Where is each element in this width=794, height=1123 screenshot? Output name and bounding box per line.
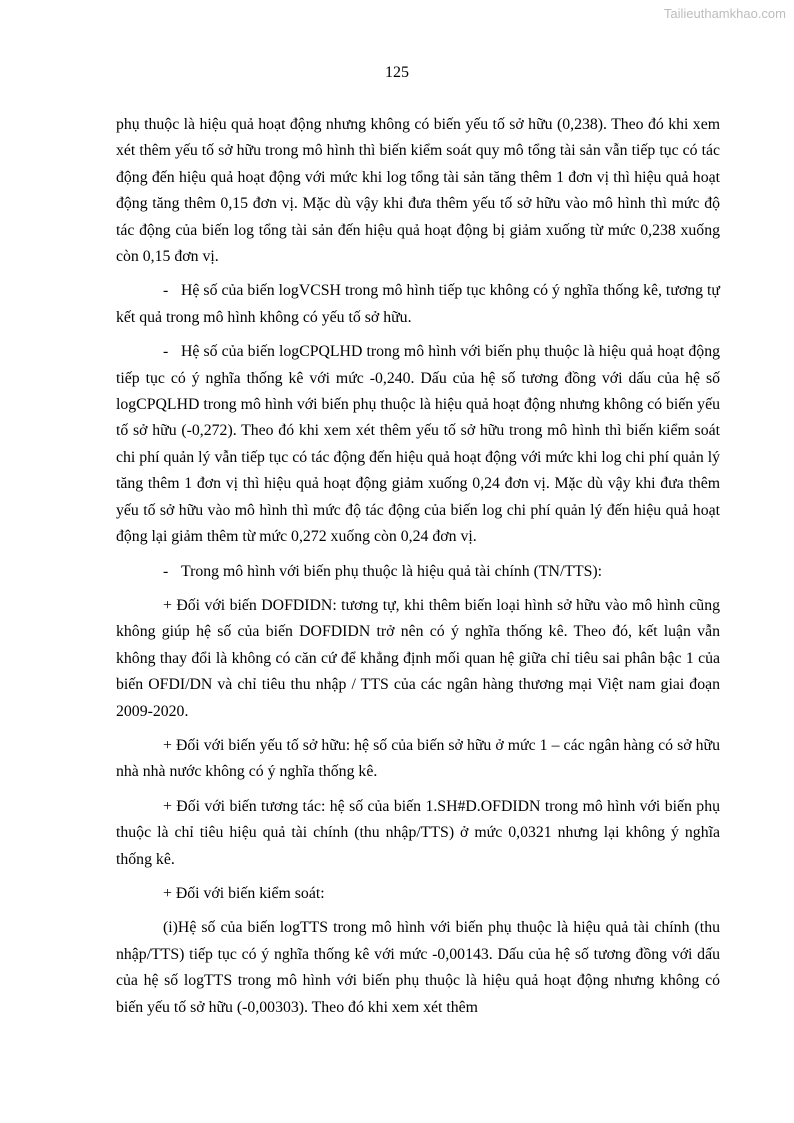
bullet-text: Hệ số của biến logCPQLHD trong mô hình với biến phụ thuộc là hiệu quả hoạt động tiếp tục có ý nghĩa thống kê với mức -0,240. Dấu của hệ số tương đồng với dấu của hệ số logCPQLHD trong mô hình với biến phụ thuộc là hiệu quả hoạt động nhưng không có biến yếu tố sở hữu (-0,272). Theo đó khi xem xét thêm yếu tố sở hữu trong mô hình thì biến kiểm soát chi phí quản lý vẫn tiếp tục có tác động đến hiệu quả hoạt động với mức khi log chi phí quản lý tăng thêm 1 đơn vị thì hiệu quả hoạt động giảm xuống 0,24 đơn vị. Mặc dù vậy khi đưa thêm yếu tố sở hữu vào mô hình thì mức độ tác động của biến log chi phí quản lý đến hiệu quả hoạt động lại giảm thêm từ mức 0,272 xuống còn 0,24 đơn vị.: [116, 343, 720, 546]
dash-marker: -: [163, 343, 169, 361]
paragraph-logtts-text: Hệ số của biến logTTS trong mô hình với biến phụ thuộc là hiệu quả tài chính (thu nhập/TTS) tiếp tục có ý nghĩa thống kê với mức -0,00143. Dấu của hệ số tương đồng với dấu của hệ số logTTS trong mô hình với biến phụ thuộc là hiệu quả hoạt động nhưng không có biến yếu tố sở hữu (-0,00303). Theo đó khi xem xét thêm: [116, 919, 720, 1016]
paragraph-dofdidn: + Đối với biến DOFDIDN: tương tự, khi thêm biến loại hình sở hữu vào mô hình cũng không giúp hệ số của biến DOFDIDN trở nên có ý nghĩa thống kê. Theo đó, kết luận vẫn không thay đổi là không có căn cứ để khẳng định mối quan hệ giữa chỉ tiêu sai phân bậc 1 của biến OFDI/DN và chỉ tiêu thu nhập / TTS của các ngân hàng thương mại Việt nam giai đoạn 2009-2020.: [116, 596, 720, 720]
page-number: 125: [385, 64, 409, 81]
bullet-financial-model: [116, 559, 720, 585]
document-body: [116, 112, 720, 1029]
watermark: Tailieuthamkhao.com: [663, 6, 786, 21]
bullet-logcpqlhd: [116, 339, 720, 550]
paragraph-1: phụ thuộc là hiệu quả hoạt động nhưng không có biến yếu tố sở hữu (0,238). Theo đó khi xem xét thêm yếu tố sở hữu trong mô hình thì biến kiểm soát quy mô tổng tài sản vẫn tiếp tục có tác động đến hiệu quả hoạt động với mức khi log tổng tài sản tăng thêm 1 đơn vị thì hiệu quả hoạt động tăng thêm 0,15 đơn vị. Mặc dù vậy khi đưa thêm yếu tố sở hữu vào mô hình thì mức độ tác động của biến log tổng tài sản đến hiệu quả hoạt động bị giảm xuống từ mức 0,238 xuống còn 0,15 đơn vị.: [116, 116, 720, 266]
paragraph-control-heading: + Đối với biến kiểm soát:: [163, 884, 325, 902]
bullet-text: Hệ số của biến logVCSH trong mô hình tiếp tục không có ý nghĩa thống kê, tương tự kết quả trong mô hình không có yếu tố sở hữu.: [116, 282, 720, 326]
bullet-text: Trong mô hình với biến phụ thuộc là hiệu quả tài chính (TN/TTS):: [181, 562, 603, 580]
paragraph-interaction: + Đối với biến tương tác: hệ số của biến 1.SH#D.OFDIDN trong mô hình với biến phụ thuộc là chỉ tiêu hiệu quả tài chính (thu nhập/TTS) ở mức 0,0321 nhưng lại không ý nghĩa thống kê.: [116, 797, 720, 868]
numbered-marker: (i): [163, 919, 178, 937]
bullet-logvcsh: [116, 278, 720, 331]
dash-marker: -: [163, 562, 169, 580]
paragraph-logtts: [116, 915, 720, 1021]
paragraph-ownership: + Đối với biến yếu tố sở hữu: hệ số của biến sở hữu ở mức 1 – các ngân hàng có sở hữu nhà nhà nước không có ý nghĩa thống kê.: [116, 736, 720, 781]
dash-marker: -: [163, 282, 169, 300]
